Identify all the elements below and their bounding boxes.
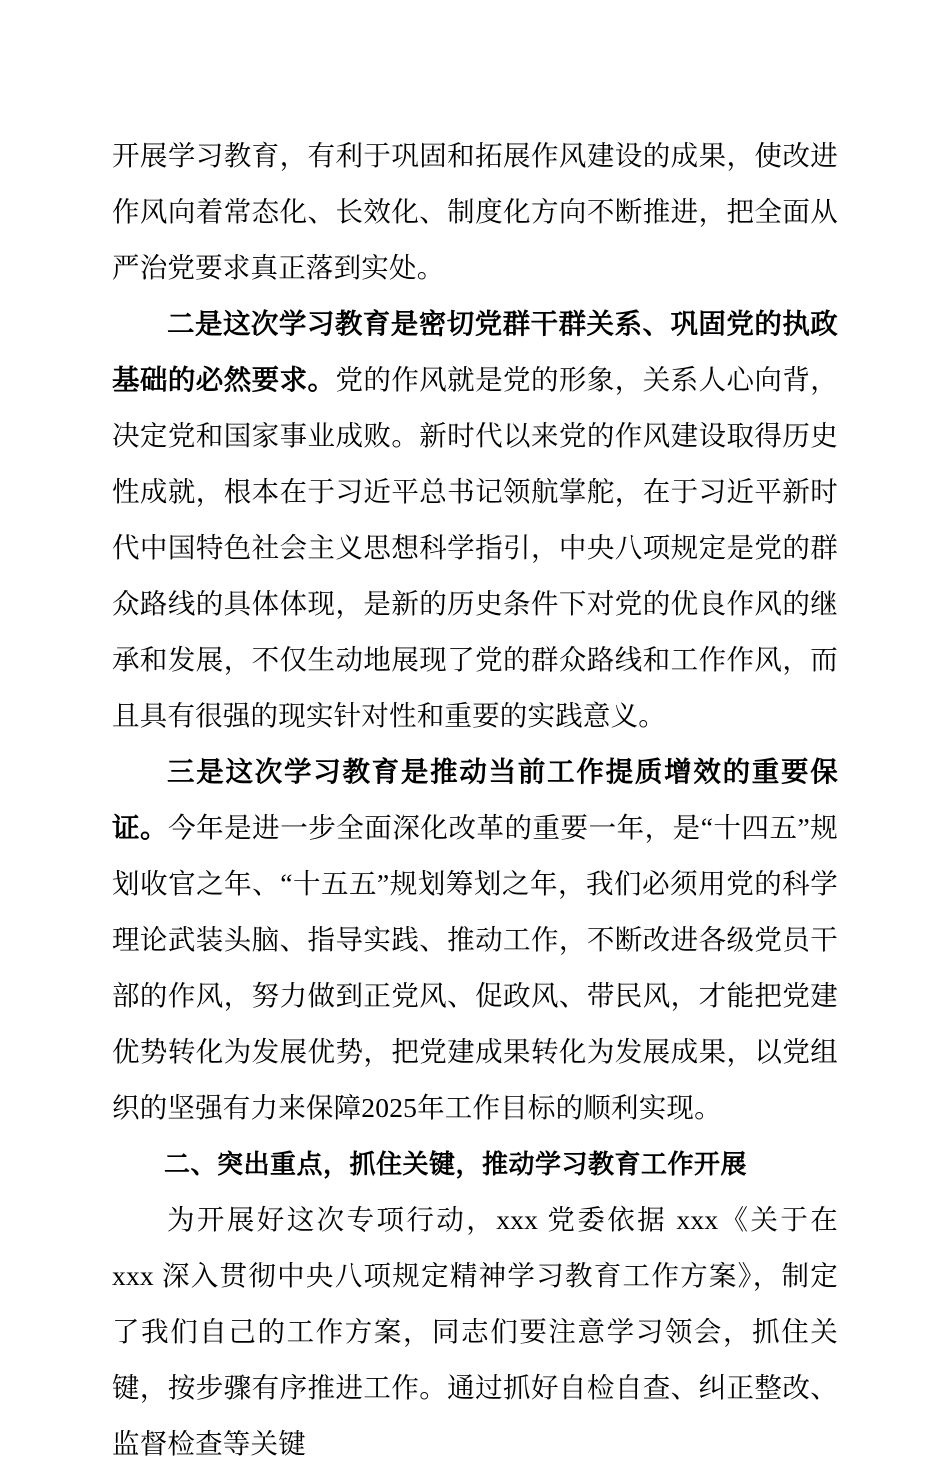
document-body (112, 128, 838, 1472)
paragraph-point-three (112, 744, 838, 1136)
paragraph-point-three-lead: 三是这次学习教育是推动当前工作提质增效的重要保证。 (112, 756, 838, 843)
section-heading-two: 二、突出重点，抓住关键，推动学习教育工作开展 (164, 1149, 748, 1179)
paragraph-point-two (112, 296, 838, 744)
paragraph-continuation: 开展学习教育，有利于巩固和拓展作风建设的成果，使改进作风向着常态化、长效化、制度化方向不断推进，把全面从严治党要求真正落到实处。 (112, 140, 838, 283)
paragraph-section-two-intro: 为开展好这次专项行动，xxx 党委依据 xxx《关于在 xxx 深入贯彻中央八项规定精神学习教育工作方案》，制定了我们自己的工作方案，同志们要注意学习领会，抓住关键，按步骤有序推进工作。通过抓好自检自查、纠正整改、监督检查等关键 (112, 1204, 838, 1459)
paragraph-point-two-lead: 二是这次学习教育是密切党群干群关系、巩固党的执政基础的必然要求。 (112, 308, 838, 395)
paragraph-point-three-body: 今年是进一步全面深化改革的重要一年，是“十四五”规划收官之年、“十五五”规划筹划之年，我们必须用党的科学理论武装头脑、指导实践、推动工作，不断改进各级党员干部的作风，努力做到正党风、促政风、带民风，才能把党建优势转化为发展优势，把党建成果转化为发展成果，以党组织的坚强有力来保障2025年工作目标的顺利实现。 (112, 812, 838, 1123)
paragraph-point-two-body: 党的作风就是党的形象，关系人心向背，决定党和国家事业成败。新时代以来党的作风建设取得历史性成就，根本在于习近平总书记领航掌舵，在于习近平新时代中国特色社会主义思想科学指引，中央八项规定是党的群众路线的具体体现，是新的历史条件下对党的优良作风的继承和发展，不仅生动地展现了党的群众路线和工作作风，而且具有很强的现实针对性和重要的实践意义。 (112, 364, 838, 731)
